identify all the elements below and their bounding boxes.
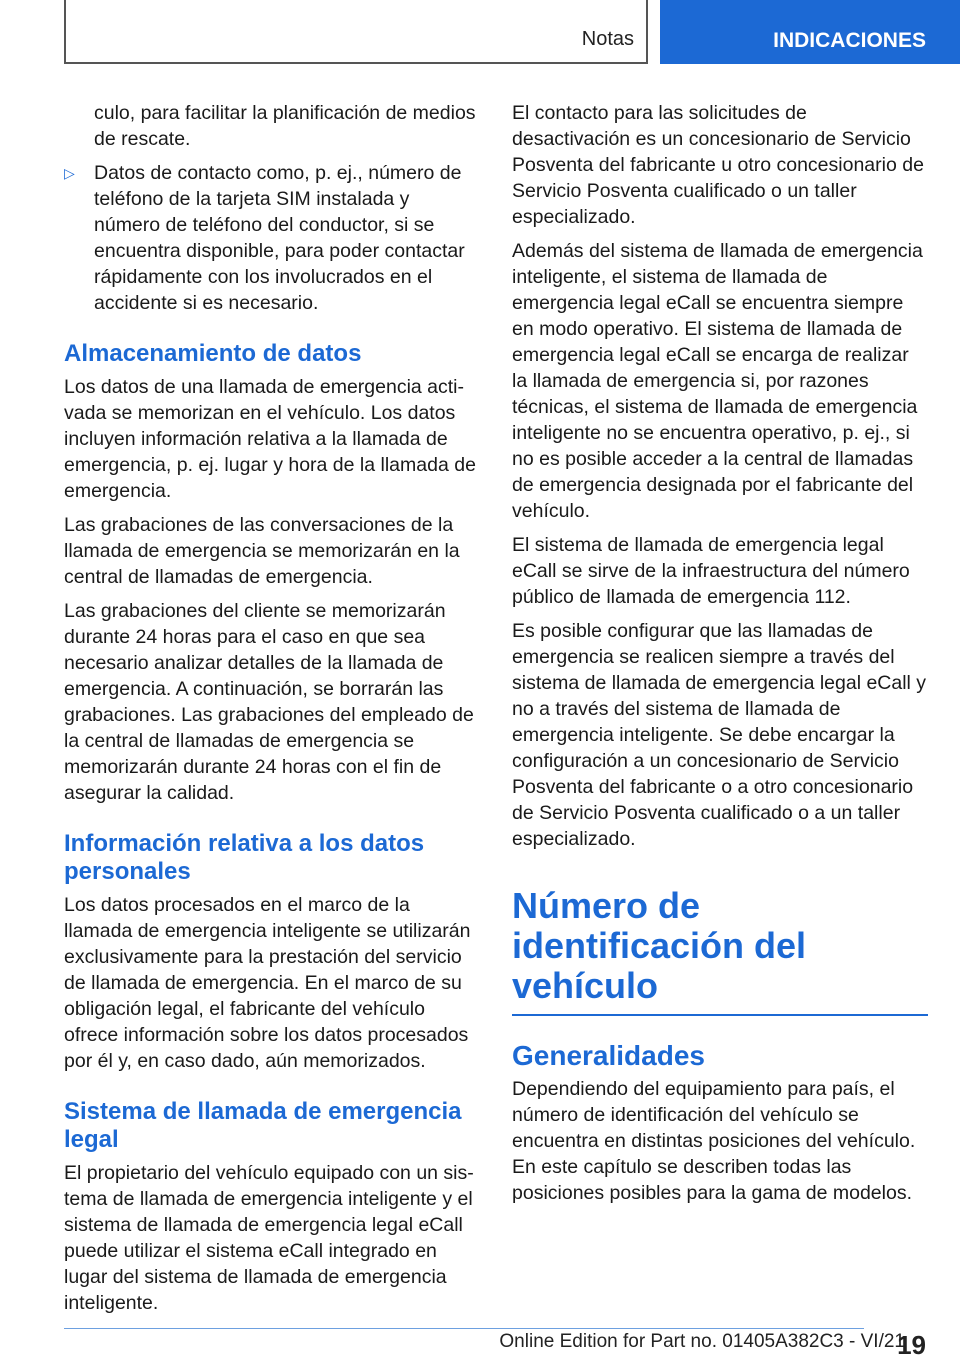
paragraph: El contacto para las solicitudes de desactivación es un concesionario de Servicio Posventa del fabricante u otro concesionario de Servicio Posventa cualificado o un taller especializado. xyxy=(512,102,924,228)
paragraph: El sistema de llamada de emergencia legal eCall se sirve de la infraestructura del número público de llamada de emergencia 112. xyxy=(512,534,910,608)
heading-informacion: Información relativa a los datos personales xyxy=(64,830,425,885)
triangle-bullet-icon: ▷ xyxy=(64,165,75,181)
chapter-title-numero-identificacion: Número de identificación del vehículo xyxy=(512,886,928,1016)
paragraph: Los datos de una llamada de emergencia activada se memorizan en el vehículo. Los datos incluyen información relativa a la llamada de emergencia, p. ej. lugar y hora de la llamada de emergencia. xyxy=(64,376,476,502)
paragraph: El propietario del vehículo equipado con un sistema de llamada de emergencia inteligente y el sistema de llamada de emergencia legal eCall puede utilizar el sistema eCall integrado en lugar del sistema de llamada de emergencia inteligente. xyxy=(64,1162,474,1314)
paragraph: Además del sistema de llamada de emergencia inteligente, el sistema de llamada de emergencia legal eCall se encuentra siempre en modo operativo. El sistema de llamada de emergencia legal eCall se encarga de realizar la llamada de emergencia si, por razones técnicas, el sistema de llamada de emergencia inteligente no se encuentra operativo, p. ej., si no es posible acceder a la central de llamadas de emergencia designada por el fabricante del vehículo. xyxy=(512,240,923,522)
right-column xyxy=(512,100,928,1214)
header-notas-label: Notas xyxy=(581,28,634,50)
list-item-text: Datos de contacto como, p. ej., número de teléfono de la tarjeta SIM instalada y número de teléfono del conductor, si se encuentra disponible, para poder contactar rápidamente con los involucrados en el accidente si es necesario. xyxy=(94,162,465,314)
paragraph: Las grabaciones de las conversaciones de la llamada de emergencia se memorizarán en la central de llamadas de emergencia. xyxy=(64,514,460,588)
header-frame xyxy=(64,0,648,64)
footer-divider xyxy=(64,1328,864,1329)
page-number: 19 xyxy=(897,1330,926,1360)
section-tab-indicaciones: INDICACIONES xyxy=(660,0,960,64)
heading-generalidades: Generalidades xyxy=(512,1040,705,1071)
paragraph: Los datos procesados en el marco de la llamada de emergencia inteligente se utilizarán exclusivamente para la prestación del servicio de llamada de emergencia. En el marco de su obligación legal, el fabricante del vehículo ofrece información sobre los datos procesados por él y, en caso dado, aún memorizados. xyxy=(64,894,471,1072)
list-item xyxy=(64,160,478,316)
paragraph: Las grabaciones del cliente se memorizarán durante 24 horas para el caso en que sea necesario analizar detalles de la llamada de emergencia. A continuación, se borrarán las grabaciones. Las grabaciones del empleado de la central de llamadas de emergencia se memorizarán durante 24 horas con el fin de asegurar la calidad. xyxy=(64,600,474,804)
left-column xyxy=(64,100,478,1324)
heading-almacenamiento: Almacenamiento de datos xyxy=(64,340,362,367)
heading-sistema-legal: Sistema de llamada de emergencia legal xyxy=(64,1098,462,1153)
paragraph: Dependiendo del equipamiento para país, el número de identificación del vehículo se encuentra en distintas posiciones del vehículo. En este capítulo se describen todas las posiciones posibles para la gama de modelos. xyxy=(512,1078,916,1204)
continued-paragraph: culo, para facilitar la planificación de medios de rescate. xyxy=(94,102,476,150)
footer-edition: Online Edition for Part no. 01405A382C3 - VI/21 xyxy=(499,1331,905,1352)
paragraph: Es posible configurar que las llamadas de emergencia se realicen siempre a través del sistema de llamada de emergencia legal eCall y no a través del sistema de llamada de emergencia inteligente. Se debe encargar la configuración a un concesionario de Servicio Posventa del fabricante o a otro concesionario de Servicio Posventa cualificado o a un taller especializado. xyxy=(512,620,927,850)
